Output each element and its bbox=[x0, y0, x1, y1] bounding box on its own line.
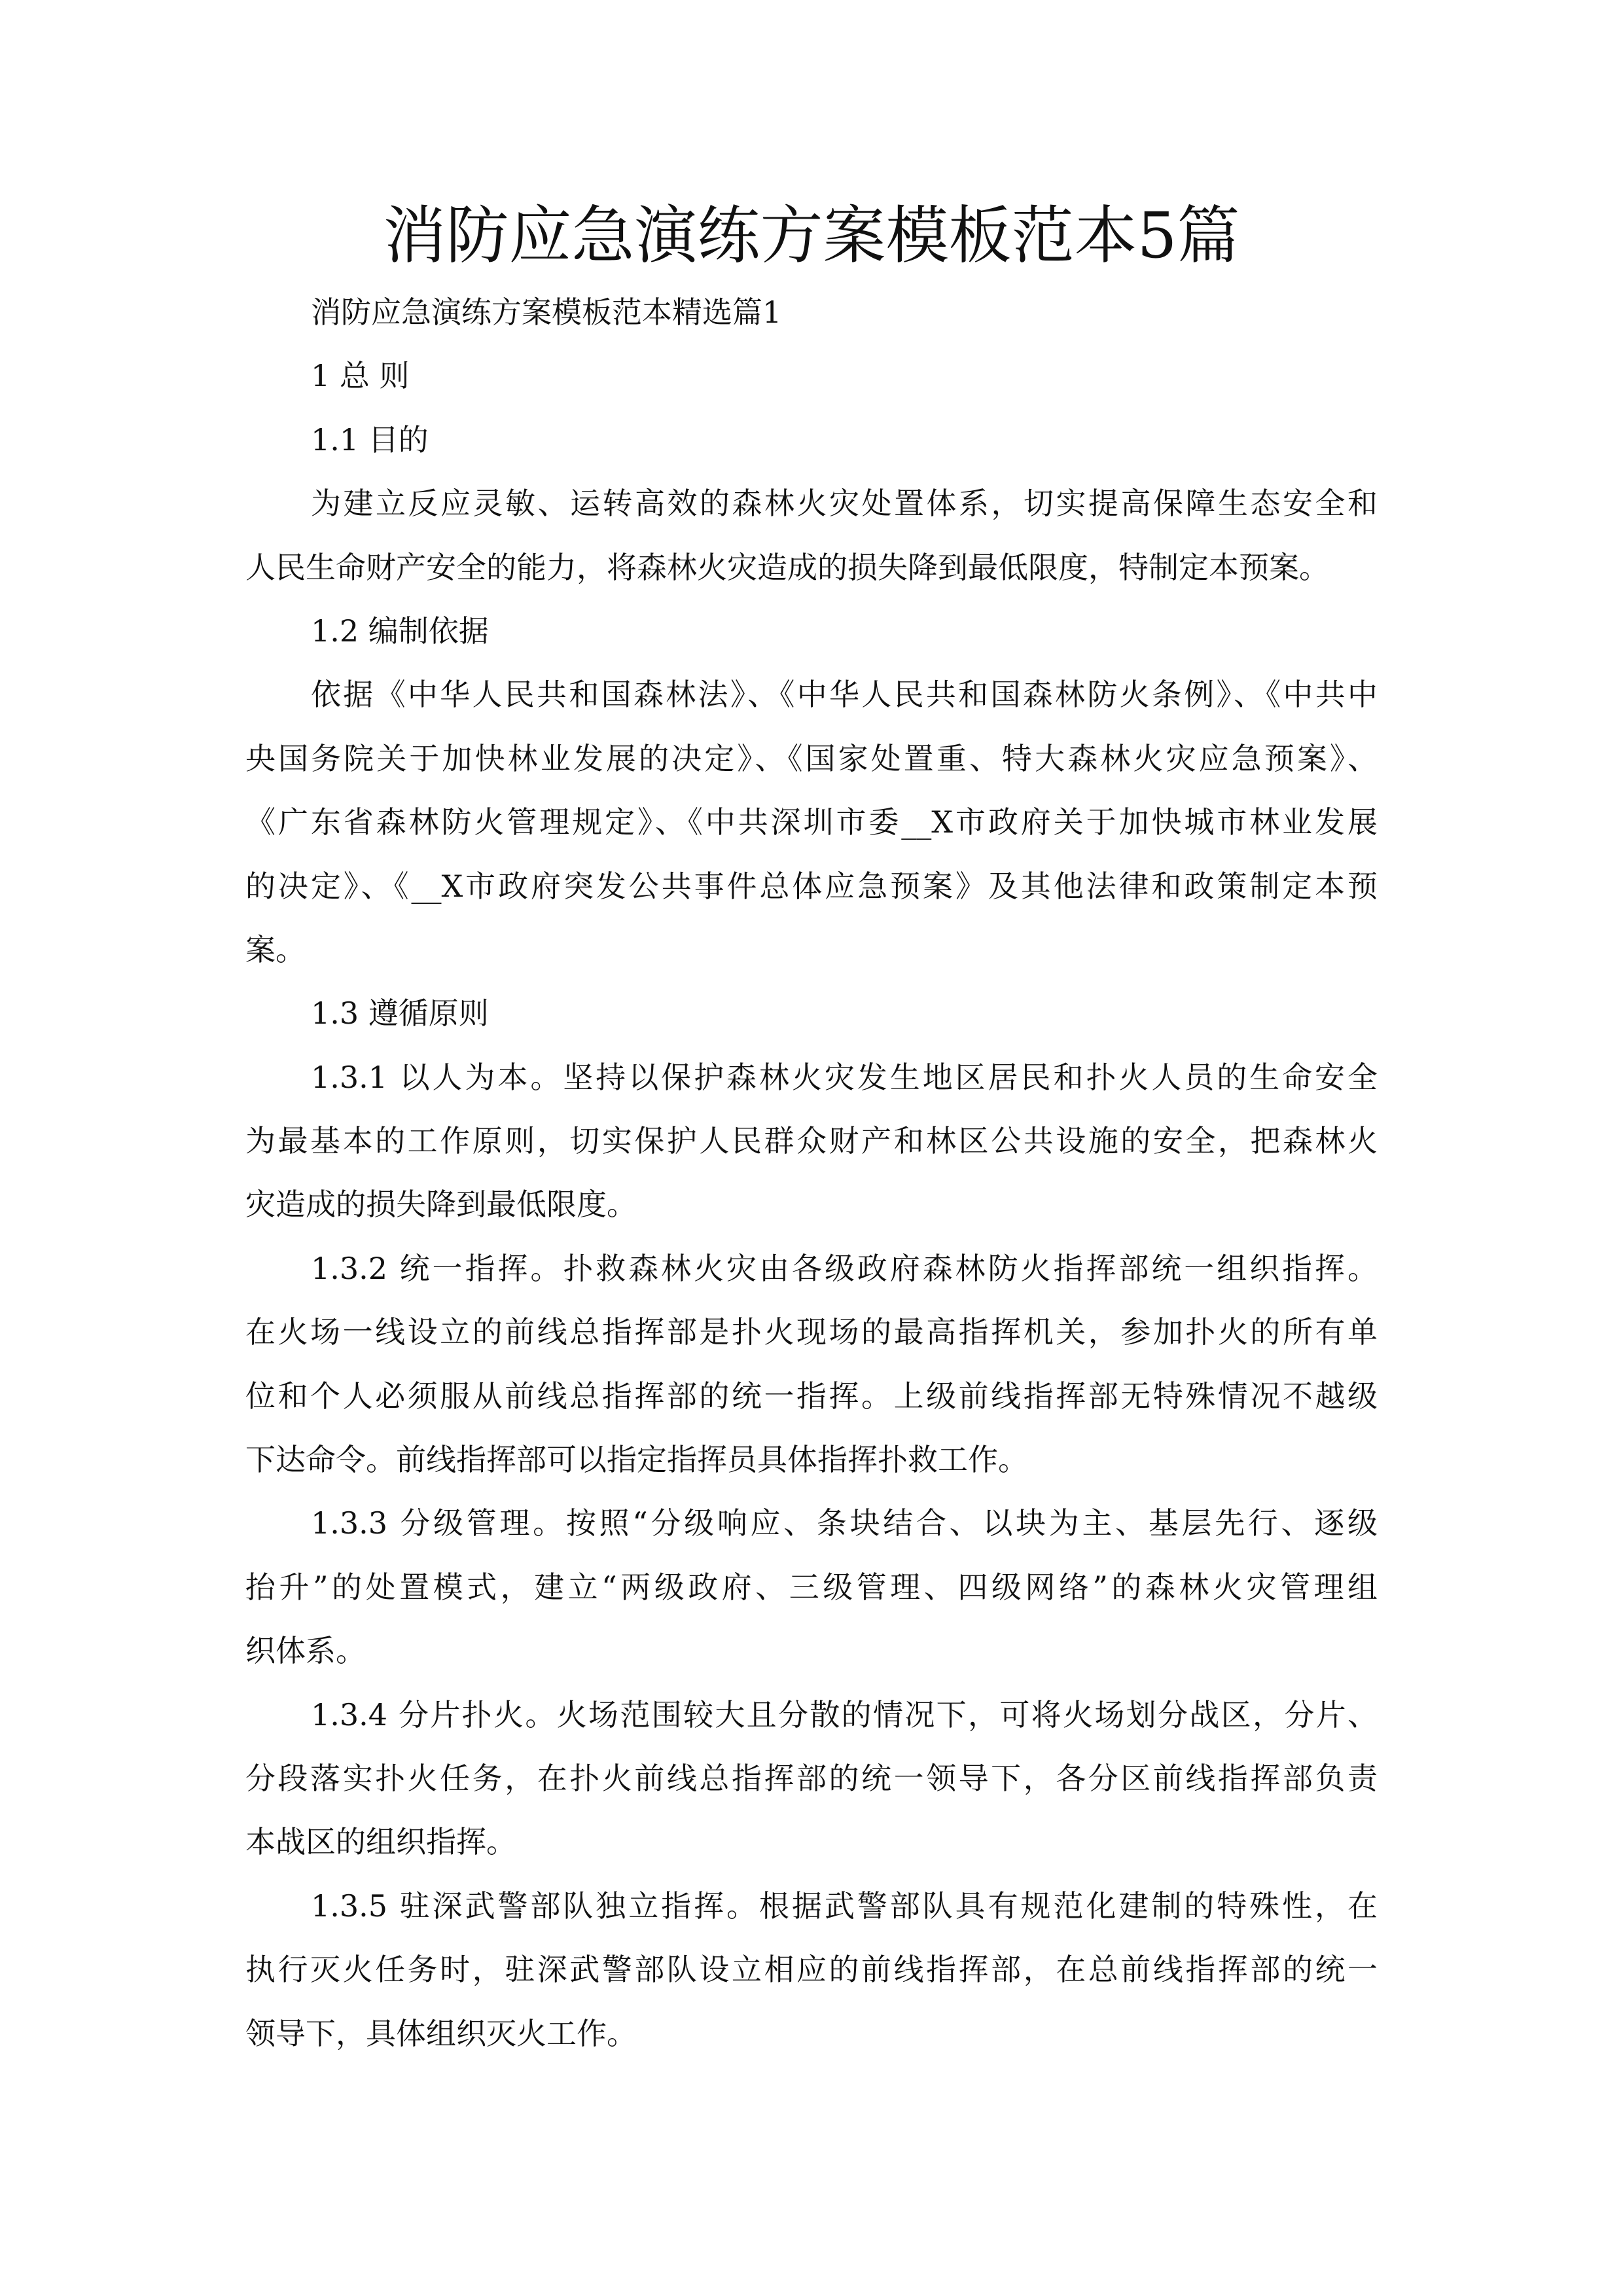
paragraph bbox=[245, 344, 1378, 408]
text-line: 抬升”的处置模式，建立“两级政府、三级管理、四级网络”的森林火灾管理组 bbox=[245, 1569, 1378, 1605]
text-line: 分段落实扑火任务，在扑火前线总指挥部的统一领导下，各分区前线指挥部负责 bbox=[245, 1760, 1378, 1796]
paragraph bbox=[245, 663, 1378, 982]
text-line: 为最基本的工作原则，切实保护人民群众财产和林区公共设施的安全，把森林火 bbox=[245, 1123, 1378, 1159]
paragraph bbox=[245, 408, 1378, 472]
text-line: 下达命令。前线指挥部可以指定指挥员具体指挥扑救工作。 bbox=[245, 1442, 1028, 1478]
paragraph bbox=[245, 281, 1378, 344]
document-title: 消防应急演练方案模板范本5篇 bbox=[383, 199, 1240, 272]
paragraph bbox=[245, 472, 1378, 600]
text-line: 依据《中华人民共和国森林法》、《中华人民共和国森林防火条例》、《中共中 bbox=[311, 677, 1378, 713]
paragraph bbox=[245, 1874, 1378, 2066]
text-line: 1.3.5 驻深武警部队独立指挥。根据武警部队具有规范化建制的特殊性，在 bbox=[311, 1888, 1378, 1924]
paragraph bbox=[245, 1492, 1378, 1683]
text-line: 本战区的组织指挥。 bbox=[245, 1824, 516, 1860]
text-line: 案。 bbox=[245, 931, 306, 967]
text-line: 1.2 编制依据 bbox=[311, 613, 489, 649]
text-line: 领导下，具体组织灭火工作。 bbox=[245, 2015, 637, 2051]
paragraph bbox=[245, 1683, 1378, 1874]
text-line: 1.3.2 统一指挥。扑救森林火灾由各级政府森林防火指挥部统一组织指挥。 bbox=[311, 1250, 1378, 1286]
text-line: 1.3 遵循原则 bbox=[311, 996, 489, 1031]
paragraph bbox=[245, 1046, 1378, 1237]
document-body bbox=[245, 281, 1378, 2066]
text-line: 1 总 则 bbox=[311, 358, 410, 394]
text-line: 织体系。 bbox=[245, 1633, 366, 1669]
paragraph bbox=[245, 1237, 1378, 1492]
paragraph bbox=[245, 982, 1378, 1045]
text-line: 1.3.1 以人为本。坚持以保护森林火灾发生地区居民和扑火人员的生命安全 bbox=[311, 1059, 1378, 1095]
text-line: 灾造成的损失降到最低限度。 bbox=[245, 1187, 637, 1223]
text-line: 的决定》、《__X市政府突发公共事件总体应急预案》及其他法律和政策制定本预 bbox=[245, 868, 1378, 904]
text-line: 1.3.3 分级管理。按照“分级响应、条块结合、以块为主、基层先行、逐级 bbox=[311, 1505, 1378, 1541]
text-line: 1.3.4 分片扑火。火场范围较大且分散的情况下，可将火场划分战区，分片、 bbox=[311, 1696, 1378, 1732]
text-line: 为建立反应灵敏、运转高效的森林火灾处置体系，切实提高保障生态安全和 bbox=[311, 486, 1378, 522]
text-line: 位和个人必须服从前线总指挥部的统一指挥。上级前线指挥部无特殊情况不越级 bbox=[245, 1378, 1378, 1414]
text-line: 《广东省森林防火管理规定》、《中共深圳市委__X市政府关于加快城市林业发展 bbox=[245, 804, 1378, 840]
text-line: 1.1 目的 bbox=[311, 422, 429, 457]
text-line: 人民生命财产安全的能力，将森林火灾造成的损失降到最低限度，特制定本预案。 bbox=[245, 549, 1329, 585]
text-line: 央国务院关于加快林业发展的决定》、《国家处置重、特大森林火灾应急预案》、 bbox=[245, 740, 1378, 776]
text-line: 在火场一线设立的前线总指挥部是扑火现场的最高指挥机关，参加扑火的所有单 bbox=[245, 1314, 1378, 1350]
text-line: 执行灭火任务时，驻深武警部队设立相应的前线指挥部，在总前线指挥部的统一 bbox=[245, 1952, 1378, 1988]
paragraph bbox=[245, 600, 1378, 663]
text-line: 消防应急演练方案模板范本精选篇1 bbox=[311, 295, 782, 330]
